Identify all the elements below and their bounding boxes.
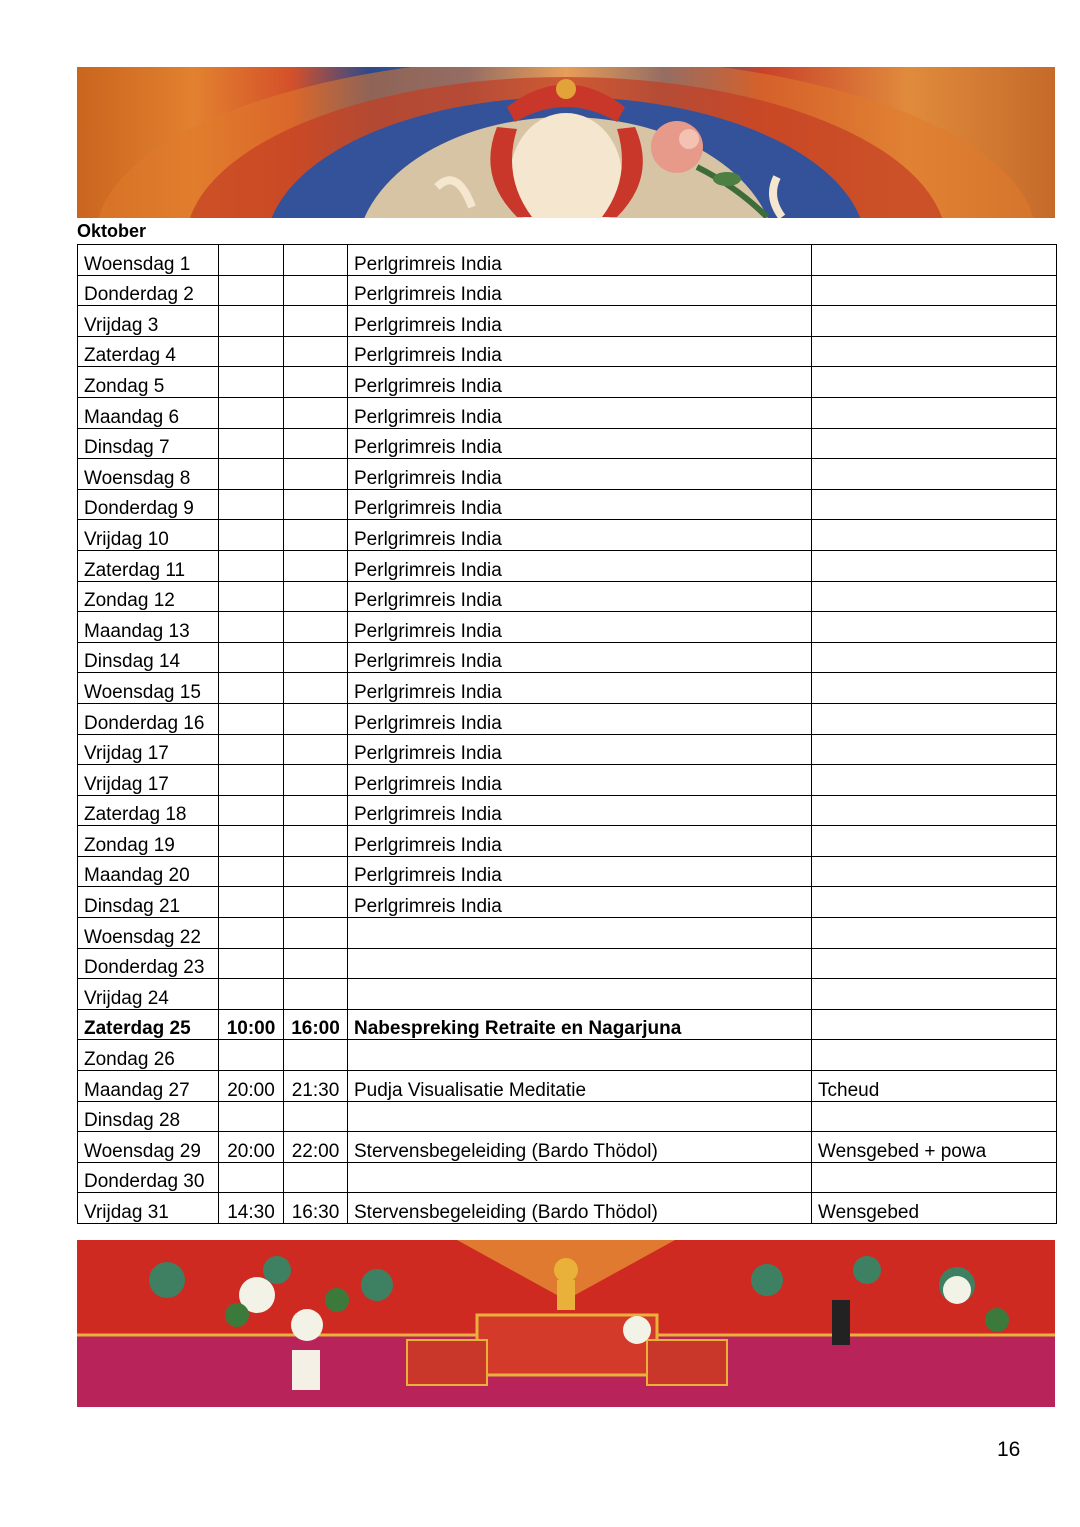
end-time-cell xyxy=(284,703,348,734)
table-row xyxy=(78,765,1057,796)
table-row xyxy=(78,918,1057,949)
start-time-cell xyxy=(219,887,284,918)
start-time-cell: 20:00 xyxy=(219,1071,284,1102)
activity-cell: Pudja Visualisatie Meditatie xyxy=(348,1071,812,1102)
table-row xyxy=(78,948,1057,979)
start-time-cell xyxy=(219,673,284,704)
activity-cell: Nabespreking Retraite en Nagarjuna xyxy=(348,1009,812,1040)
start-time-cell xyxy=(219,918,284,949)
end-time-cell xyxy=(284,1040,348,1071)
day-cell: Vrijdag 10 xyxy=(78,520,219,551)
note-cell: Wensgebed + powa xyxy=(812,1132,1057,1163)
activity-cell: Perlgrimreis India xyxy=(348,336,812,367)
end-time-cell xyxy=(284,856,348,887)
note-cell xyxy=(812,336,1057,367)
note-cell xyxy=(812,428,1057,459)
table-row xyxy=(78,673,1057,704)
table-row xyxy=(78,336,1057,367)
table-row xyxy=(78,734,1057,765)
note-cell xyxy=(812,765,1057,796)
end-time-cell xyxy=(284,795,348,826)
end-time-cell xyxy=(284,336,348,367)
table-row xyxy=(78,979,1057,1010)
activity-cell: Perlgrimreis India xyxy=(348,795,812,826)
note-cell xyxy=(812,826,1057,857)
table-row xyxy=(78,1132,1057,1163)
note-cell xyxy=(812,367,1057,398)
day-cell: Dinsdag 21 xyxy=(78,887,219,918)
end-time-cell xyxy=(284,642,348,673)
note-cell: Tcheud xyxy=(812,1071,1057,1102)
day-cell: Maandag 13 xyxy=(78,612,219,643)
end-time-cell xyxy=(284,489,348,520)
start-time-cell: 20:00 xyxy=(219,1132,284,1163)
day-cell: Zaterdag 4 xyxy=(78,336,219,367)
start-time-cell xyxy=(219,367,284,398)
start-time-cell xyxy=(219,397,284,428)
day-cell: Dinsdag 28 xyxy=(78,1101,219,1132)
end-time-cell xyxy=(284,887,348,918)
table-row xyxy=(78,887,1057,918)
day-cell: Donderdag 2 xyxy=(78,275,219,306)
day-cell: Zondag 26 xyxy=(78,1040,219,1071)
table-row xyxy=(78,1162,1057,1193)
day-cell: Dinsdag 14 xyxy=(78,642,219,673)
note-cell xyxy=(812,887,1057,918)
note-cell xyxy=(812,489,1057,520)
start-time-cell xyxy=(219,550,284,581)
end-time-cell xyxy=(284,612,348,643)
end-time-cell xyxy=(284,245,348,276)
end-time-cell: 16:30 xyxy=(284,1193,348,1224)
start-time-cell: 14:30 xyxy=(219,1193,284,1224)
start-time-cell xyxy=(219,581,284,612)
end-time-cell xyxy=(284,581,348,612)
note-cell xyxy=(812,612,1057,643)
end-time-cell: 22:00 xyxy=(284,1132,348,1163)
table-row xyxy=(78,581,1057,612)
table-row xyxy=(78,306,1057,337)
start-time-cell xyxy=(219,245,284,276)
day-cell: Donderdag 16 xyxy=(78,703,219,734)
start-time-cell xyxy=(219,489,284,520)
table-row xyxy=(78,397,1057,428)
day-cell: Vrijdag 3 xyxy=(78,306,219,337)
start-time-cell xyxy=(219,856,284,887)
activity-cell: Perlgrimreis India xyxy=(348,367,812,398)
table-row xyxy=(78,245,1057,276)
table-row xyxy=(78,459,1057,490)
start-time-cell xyxy=(219,459,284,490)
start-time-cell xyxy=(219,1101,284,1132)
activity-cell: Perlgrimreis India xyxy=(348,428,812,459)
day-cell: Zaterdag 18 xyxy=(78,795,219,826)
note-cell: Wensgebed xyxy=(812,1193,1057,1224)
end-time-cell xyxy=(284,734,348,765)
activity-cell: Perlgrimreis India xyxy=(348,520,812,551)
note-cell xyxy=(812,703,1057,734)
table-row xyxy=(78,703,1057,734)
start-time-cell xyxy=(219,765,284,796)
note-cell xyxy=(812,275,1057,306)
note-cell xyxy=(812,856,1057,887)
activity-cell: Stervensbegeleiding (Bardo Thödol) xyxy=(348,1193,812,1224)
start-time-cell xyxy=(219,306,284,337)
note-cell xyxy=(812,1162,1057,1193)
activity-cell: Perlgrimreis India xyxy=(348,275,812,306)
activity-cell: Perlgrimreis India xyxy=(348,489,812,520)
activity-cell xyxy=(348,1101,812,1132)
activity-cell: Perlgrimreis India xyxy=(348,397,812,428)
activity-cell: Stervensbegeleiding (Bardo Thödol) xyxy=(348,1132,812,1163)
table-row xyxy=(78,428,1057,459)
activity-cell: Perlgrimreis India xyxy=(348,459,812,490)
start-time-cell xyxy=(219,336,284,367)
start-time-cell xyxy=(219,703,284,734)
start-time-cell xyxy=(219,826,284,857)
note-cell xyxy=(812,1009,1057,1040)
activity-cell: Perlgrimreis India xyxy=(348,826,812,857)
end-time-cell xyxy=(284,1162,348,1193)
start-time-cell xyxy=(219,734,284,765)
note-cell xyxy=(812,1101,1057,1132)
end-time-cell xyxy=(284,459,348,490)
activity-cell: Perlgrimreis India xyxy=(348,550,812,581)
note-cell xyxy=(812,459,1057,490)
day-cell: Vrijdag 31 xyxy=(78,1193,219,1224)
table-row xyxy=(78,1009,1057,1040)
note-cell xyxy=(812,550,1057,581)
day-cell: Zondag 19 xyxy=(78,826,219,857)
end-time-cell xyxy=(284,428,348,459)
day-cell: Vrijdag 17 xyxy=(78,765,219,796)
day-cell: Dinsdag 7 xyxy=(78,428,219,459)
table-row xyxy=(78,856,1057,887)
table-row xyxy=(78,275,1057,306)
table-row xyxy=(78,612,1057,643)
end-time-cell xyxy=(284,520,348,551)
day-cell: Woensdag 8 xyxy=(78,459,219,490)
day-cell: Woensdag 22 xyxy=(78,918,219,949)
activity-cell xyxy=(348,948,812,979)
day-cell: Maandag 27 xyxy=(78,1071,219,1102)
activity-cell xyxy=(348,1040,812,1071)
activity-cell: Perlgrimreis India xyxy=(348,703,812,734)
note-cell xyxy=(812,397,1057,428)
table-row xyxy=(78,826,1057,857)
activity-cell: Perlgrimreis India xyxy=(348,887,812,918)
start-time-cell xyxy=(219,275,284,306)
activity-cell xyxy=(348,1162,812,1193)
activity-cell: Perlgrimreis India xyxy=(348,642,812,673)
note-cell xyxy=(812,581,1057,612)
start-time-cell xyxy=(219,948,284,979)
note-cell xyxy=(812,918,1057,949)
start-time-cell xyxy=(219,1162,284,1193)
start-time-cell: 10:00 xyxy=(219,1009,284,1040)
header-thangka-image xyxy=(77,67,1055,218)
month-title: Oktober xyxy=(77,221,147,241)
day-cell: Vrijdag 17 xyxy=(78,734,219,765)
day-cell: Donderdag 23 xyxy=(78,948,219,979)
start-time-cell xyxy=(219,520,284,551)
activity-cell: Perlgrimreis India xyxy=(348,245,812,276)
end-time-cell xyxy=(284,550,348,581)
day-cell: Zondag 5 xyxy=(78,367,219,398)
calendar-table xyxy=(77,244,1057,1224)
day-cell: Woensdag 29 xyxy=(78,1132,219,1163)
page-number: 16 xyxy=(997,1438,1021,1461)
table-row xyxy=(78,367,1057,398)
activity-cell: Perlgrimreis India xyxy=(348,765,812,796)
start-time-cell xyxy=(219,795,284,826)
activity-cell: Perlgrimreis India xyxy=(348,612,812,643)
activity-cell: Perlgrimreis India xyxy=(348,581,812,612)
activity-cell xyxy=(348,918,812,949)
start-time-cell xyxy=(219,1040,284,1071)
end-time-cell xyxy=(284,918,348,949)
end-time-cell xyxy=(284,367,348,398)
start-time-cell xyxy=(219,642,284,673)
note-cell xyxy=(812,520,1057,551)
activity-cell: Perlgrimreis India xyxy=(348,856,812,887)
start-time-cell xyxy=(219,612,284,643)
table-row xyxy=(78,1193,1057,1224)
activity-cell: Perlgrimreis India xyxy=(348,306,812,337)
day-cell: Woensdag 1 xyxy=(78,245,219,276)
table-row xyxy=(78,550,1057,581)
day-cell: Donderdag 30 xyxy=(78,1162,219,1193)
table-row xyxy=(78,489,1057,520)
end-time-cell xyxy=(284,1101,348,1132)
table-row xyxy=(78,795,1057,826)
start-time-cell xyxy=(219,428,284,459)
end-time-cell xyxy=(284,948,348,979)
end-time-cell xyxy=(284,826,348,857)
day-cell: Donderdag 9 xyxy=(78,489,219,520)
day-cell: Maandag 20 xyxy=(78,856,219,887)
start-time-cell xyxy=(219,979,284,1010)
footer-altar-image xyxy=(77,1240,1055,1407)
activity-cell: Perlgrimreis India xyxy=(348,734,812,765)
end-time-cell xyxy=(284,397,348,428)
note-cell xyxy=(812,734,1057,765)
note-cell xyxy=(812,245,1057,276)
note-cell xyxy=(812,979,1057,1010)
activity-cell xyxy=(348,979,812,1010)
table-row xyxy=(78,1040,1057,1071)
note-cell xyxy=(812,642,1057,673)
end-time-cell xyxy=(284,979,348,1010)
end-time-cell: 21:30 xyxy=(284,1071,348,1102)
note-cell xyxy=(812,673,1057,704)
end-time-cell xyxy=(284,306,348,337)
day-cell: Zaterdag 11 xyxy=(78,550,219,581)
table-row xyxy=(78,1071,1057,1102)
note-cell xyxy=(812,306,1057,337)
end-time-cell: 16:00 xyxy=(284,1009,348,1040)
day-cell: Zaterdag 25 xyxy=(78,1009,219,1040)
end-time-cell xyxy=(284,765,348,796)
day-cell: Vrijdag 24 xyxy=(78,979,219,1010)
day-cell: Woensdag 15 xyxy=(78,673,219,704)
note-cell xyxy=(812,948,1057,979)
table-row xyxy=(78,642,1057,673)
note-cell xyxy=(812,1040,1057,1071)
day-cell: Zondag 12 xyxy=(78,581,219,612)
day-cell: Maandag 6 xyxy=(78,397,219,428)
activity-cell: Perlgrimreis India xyxy=(348,673,812,704)
end-time-cell xyxy=(284,673,348,704)
table-row xyxy=(78,1101,1057,1132)
table-row xyxy=(78,520,1057,551)
note-cell xyxy=(812,795,1057,826)
end-time-cell xyxy=(284,275,348,306)
